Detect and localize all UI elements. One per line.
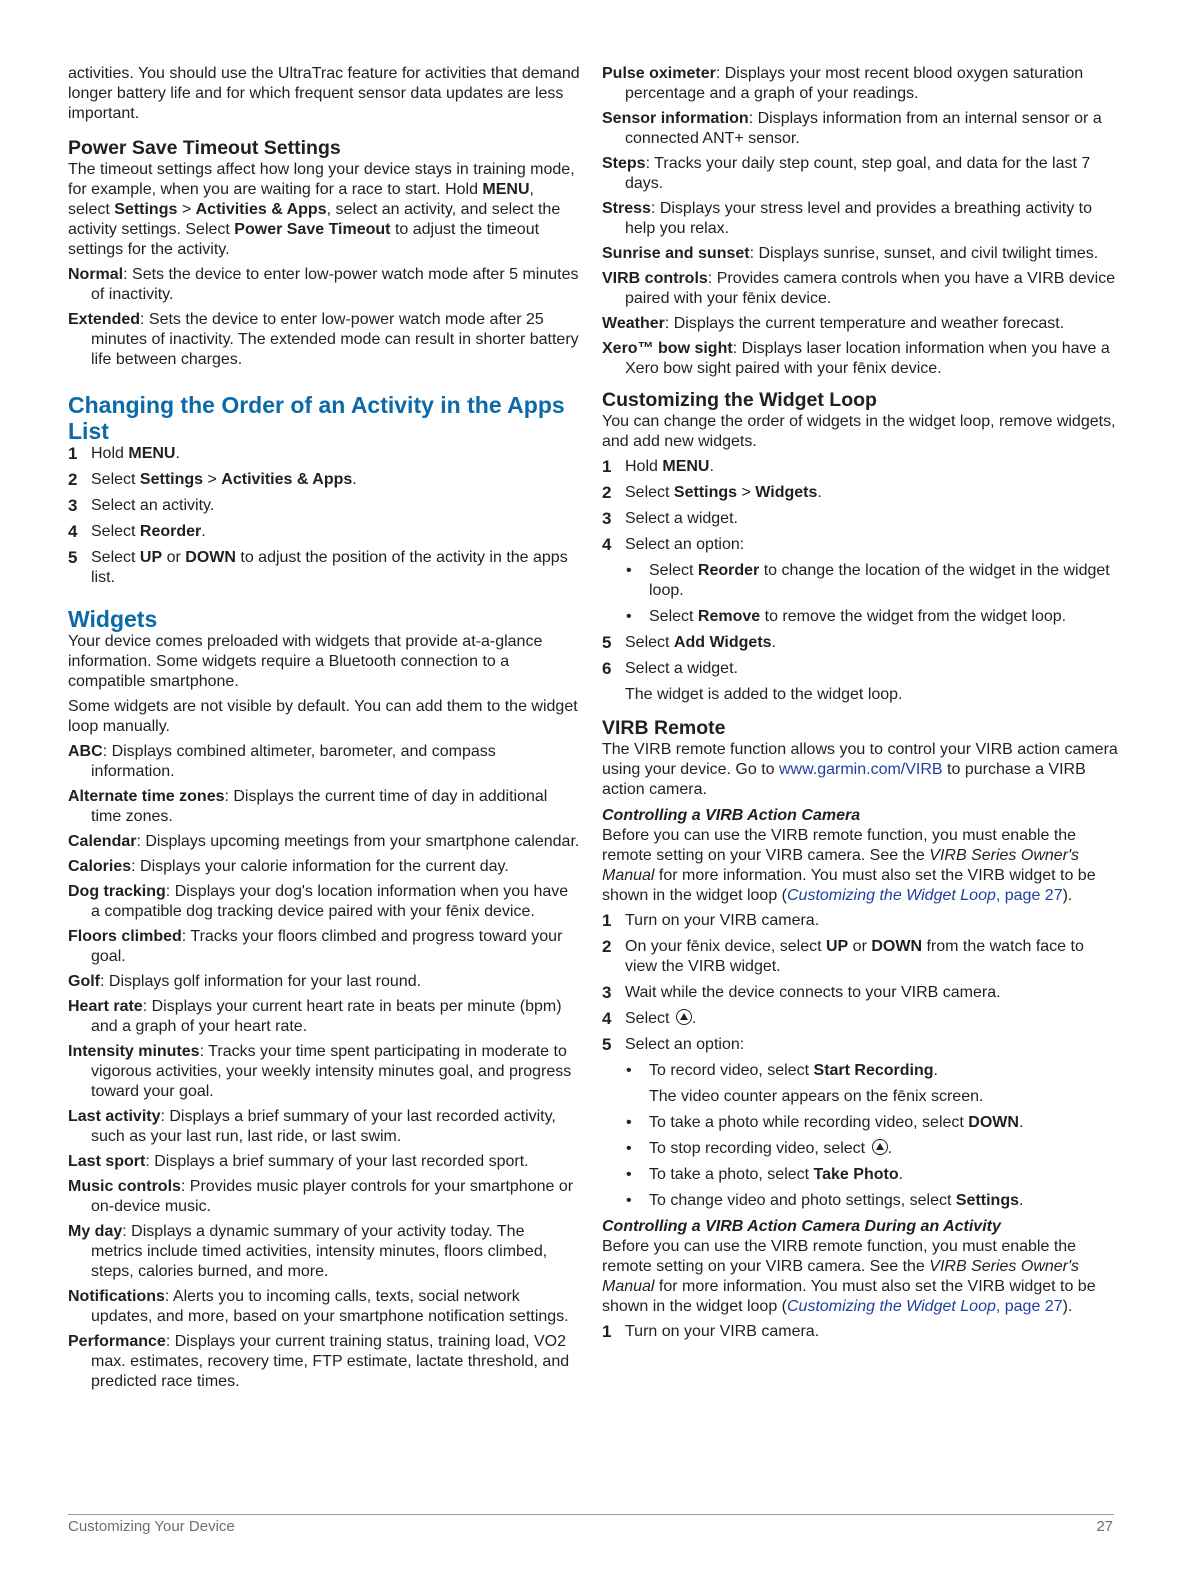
widget-definition-desc: : Displays the current time of day in additional time zones. [91,788,548,825]
widget-definition-desc: : Displays your dog's location information when you have a compatible dog tracking device paired with your fēnix device. [91,883,569,920]
widget-definition-term: Weather [602,315,665,332]
order-step-5: 5 Select UP or DOWN to adjust the position of the activity in the apps list. [68,548,568,586]
widget-definition-term: Calendar [68,833,137,850]
widget-definition-item [68,997,580,1037]
widget-definition-term: Floors climbed [68,928,182,945]
widget-definition-item [68,742,580,782]
ctrl-option-record: • To record video, select Start Recording. [626,1062,938,1079]
widget-definition-desc: : Displays upcoming meetings from your smartphone calendar. [136,833,580,850]
footer-divider [68,1514,1114,1515]
widget-definition-desc: : Displays your stress level and provides a breathing activity to help you relax. [625,200,1093,237]
widget-definition-item [68,1177,580,1217]
loop-result-note: The widget is added to the widget loop. [625,686,903,703]
widget-loop-xref-link[interactable]: Customizing the Widget Loop [787,887,996,904]
footer-page-number: 27 [1096,1518,1113,1535]
widget-definition-desc: : Displays the current temperature and weather forecast. [664,315,1065,332]
controlling-virb-heading: Controlling a VIRB Action Camera [602,807,861,824]
loop-step-6: 6 Select a widget. [602,659,738,678]
intro-paragraph: activities. You should use the UltraTrac feature for activities that demand longer battery life and for which frequent sensor data updates are less important. [68,65,580,122]
power-save-heading: Power Save Timeout Settings [68,137,341,159]
controlling-virb-activity-paragraph: Before you can use the VIRB remote function, you must enable the remote setting on your VIRB camera. See the VIRB Series Owner's Manual for more information. You must also set the VIRB widget to be shown in the widget loop (Customizing the Widget Loop, page 27). [602,1238,1096,1315]
widget-definition-desc: : Tracks your floors climbed and progress toward your goal. [91,928,563,965]
order-step-1: 1 Hold MENU. [68,444,180,463]
widget-definition-desc: : Displays laser location information when you have a Xero bow sight paired with your fēnix device. [625,340,1110,377]
widget-definition-term: Stress [602,200,651,217]
footer-section-title: Customizing Your Device [68,1518,235,1535]
widget-definition-item [68,1332,580,1392]
garmin-virb-link[interactable]: www.garmin.com/VIRB [778,761,943,778]
ctrl-option-photo-while-recording: • To take a photo while recording video, select DOWN. [626,1114,1024,1131]
widget-definition-list [68,742,580,1392]
virb-remote-heading: VIRB Remote [602,717,726,739]
up-arrow-circle-icon [676,1009,692,1025]
left-column [68,64,580,1397]
widget-definition-item [68,882,580,922]
loop-option-reorder: • Select Reorder to change the location of the widget in the widget loop. [626,562,1110,599]
widget-definition-desc: : Displays golf information for your last round. [100,973,422,990]
widget-definition-item [68,1107,580,1147]
widget-definition-desc: : Displays a brief summary of your last recorded activity, such as your last run, last ride, or last swim. [91,1108,556,1145]
widget-definition-term: Pulse oximeter [602,65,716,82]
loop-step-1: 1 Hold MENU. [602,457,714,476]
widget-definition-desc: : Provides camera controls when you have a VIRB device paired with your fēnix device. [625,270,1116,307]
widget-definition-term: Performance [68,1333,166,1350]
widget-definition-term: Sunrise and sunset [602,245,750,262]
widget-definition-item [68,1287,580,1327]
definition-normal: Normal: Sets the device to enter low-power watch mode after 5 minutes of inactivity. [68,266,579,303]
widget-definition-item [602,154,1118,194]
ctrl-step-2: 2 On your fēnix device, select UP or DOWN from the watch face to view the VIRB widget. [602,937,1084,975]
order-step-2: 2 Select Settings > Activities & Apps. [68,470,357,489]
widget-definition-desc: : Displays a dynamic summary of your activity today. The metrics include timed activities, intensity minutes, floors climbed, steps, calories burned, and more. [91,1223,548,1280]
widget-definition-term: Last activity [68,1108,161,1125]
widgets-paragraph-1: Your device comes preloaded with widgets that provide at-a-glance information. Some widgets require a Bluetooth connection to a compatible smartphone. [68,633,543,690]
widget-definition-term: Xero™ bow sight [602,340,733,357]
widget-definition-item [68,1222,580,1282]
widget-definition-term: Sensor information [602,110,749,127]
ctrl-option-take-photo: • To take a photo, select Take Photo. [626,1166,904,1183]
widget-definition-desc: : Displays your current heart rate in beats per minute (bpm) and a graph of your heart rate. [91,998,562,1035]
ctrl-record-note: The video counter appears on the fēnix screen. [649,1088,984,1105]
definition-extended: Extended: Sets the device to enter low-power watch mode after 25 minutes of inactivity. The extended mode can result in shorter battery life between charges. [68,311,579,368]
widget-definition-desc: : Tracks your time spent participating in moderate to vigorous activities, your weekly intensity minutes goal, and progress toward your goal. [91,1043,572,1100]
widget-definition-item [68,787,580,827]
widget-definition-term: VIRB controls [602,270,708,287]
loop-option-remove: • Select Remove to remove the widget from the widget loop. [626,608,1067,625]
widget-definition-term: Intensity minutes [68,1043,200,1060]
widget-definition-term: Dog tracking [68,883,166,900]
widget-definition-item [602,314,1118,334]
widget-definition-desc: : Displays combined altimeter, barometer, and compass information. [91,743,496,780]
widget-definition-term: Music controls [68,1178,181,1195]
widget-definition-desc: : Displays your calorie information for the current day. [131,858,509,875]
widget-definition-item [602,64,1118,104]
widget-definition-desc: : Displays a brief summary of your last recorded sport. [145,1153,529,1170]
widget-definition-term: Heart rate [68,998,143,1015]
loop-step-2: 2 Select Settings > Widgets. [602,483,822,502]
widget-loop-xref-link-2[interactable]: Customizing the Widget Loop [787,1298,996,1315]
widget-definition-item [602,109,1118,149]
widget-definition-term: My day [68,1223,123,1240]
widget-definition-list-continued [602,64,1118,379]
widget-definition-term: Alternate time zones [68,788,225,805]
widget-definition-item [68,927,580,967]
reorder-heading: Changing the Order of an Activity in the Apps List [68,392,565,444]
widget-definition-term: Steps [602,155,646,172]
widget-definition-item [68,832,580,852]
order-step-4: 4 Select Reorder. [68,522,206,541]
widget-definition-desc: : Displays your most recent blood oxygen saturation percentage and a graph of your readings. [625,65,1084,102]
loop-step-3: 3 Select a widget. [602,509,738,528]
ctrl-step-3: 3 Wait while the device connects to your VIRB camera. [602,983,1001,1002]
ctrl-step-1: 1 Turn on your VIRB camera. [602,911,820,930]
widget-definition-item [68,857,580,877]
up-arrow-circle-icon [872,1139,888,1155]
controlling-virb-paragraph: Before you can use the VIRB remote function, you must enable the remote setting on your VIRB camera. See the VIRB Series Owner's Manual for more information. You must also set the VIRB widget to be shown in the widget loop (Customizing the Widget Loop, page 27). [602,827,1096,904]
order-step-3: 3 Select an activity. [68,496,215,515]
virb-remote-paragraph: The VIRB remote function allows you to control your VIRB action camera using your device. Go to www.garmin.com/VIRB to purchase a VIRB action camera. [602,741,1118,798]
widget-definition-desc: : Displays information from an internal sensor or a connected ANT+ sensor. [625,110,1102,147]
widget-definition-term: ABC [68,743,103,760]
ctrl-step-5: 5 Select an option: [602,1035,745,1054]
widget-definition-desc: : Tracks your daily step count, step goal, and data for the last 7 days. [625,155,1091,192]
act-step-1: 1 Turn on your VIRB camera. [602,1322,820,1341]
widget-definition-item [68,972,580,992]
ctrl-option-settings: • To change video and photo settings, select Settings. [626,1192,1024,1209]
widget-loop-heading: Customizing the Widget Loop [602,389,877,411]
right-column [602,64,1118,1348]
widget-loop-paragraph: You can change the order of widgets in the widget loop, remove widgets, and add new widgets. [602,413,1116,450]
ctrl-option-stop: • To stop recording video, select . [626,1140,893,1157]
widget-definition-item [602,199,1118,239]
power-save-paragraph: The timeout settings affect how long your device stays in training mode, for example, when you are waiting for a race to start. Hold MENU, select Settings > Activities & Apps, select an activity, and select the activity settings. Select Power Save Timeout to adjust the timeout settings for the activity. [68,161,575,258]
loop-step-4: 4 Select an option: [602,535,745,554]
loop-step-5: 5 Select Add Widgets. [602,633,776,652]
widget-definition-desc: : Displays sunrise, sunset, and civil twilight times. [749,245,1099,262]
widget-definition-item [68,1152,580,1172]
widgets-heading: Widgets [68,606,158,632]
widget-definition-desc: : Displays your current training status, training load, VO2 max. estimates, recovery time, FTP estimate, lactate threshold, and predicted race times. [91,1333,570,1390]
widget-definition-item [602,269,1118,309]
ctrl-step-4: 4 Select . [602,1009,697,1028]
widget-definition-term: Golf [68,973,100,990]
widget-definition-item [68,1042,580,1102]
controlling-virb-activity-heading: Controlling a VIRB Action Camera During an Activity [602,1218,1001,1235]
widget-definition-term: Notifications [68,1288,165,1305]
widget-definition-term: Last sport [68,1153,146,1170]
widget-definition-desc: : Provides music player controls for your smartphone or on-device music. [91,1178,574,1215]
widgets-paragraph-2: Some widgets are not visible by default. You can add them to the widget loop manually. [68,698,578,735]
widget-definition-item [602,339,1118,379]
widget-definition-term: Calories [68,858,132,875]
widget-definition-desc: : Alerts you to incoming calls, texts, social network updates, and more, based on your smartphone notification settings. [91,1288,569,1325]
widget-definition-item [602,244,1118,264]
